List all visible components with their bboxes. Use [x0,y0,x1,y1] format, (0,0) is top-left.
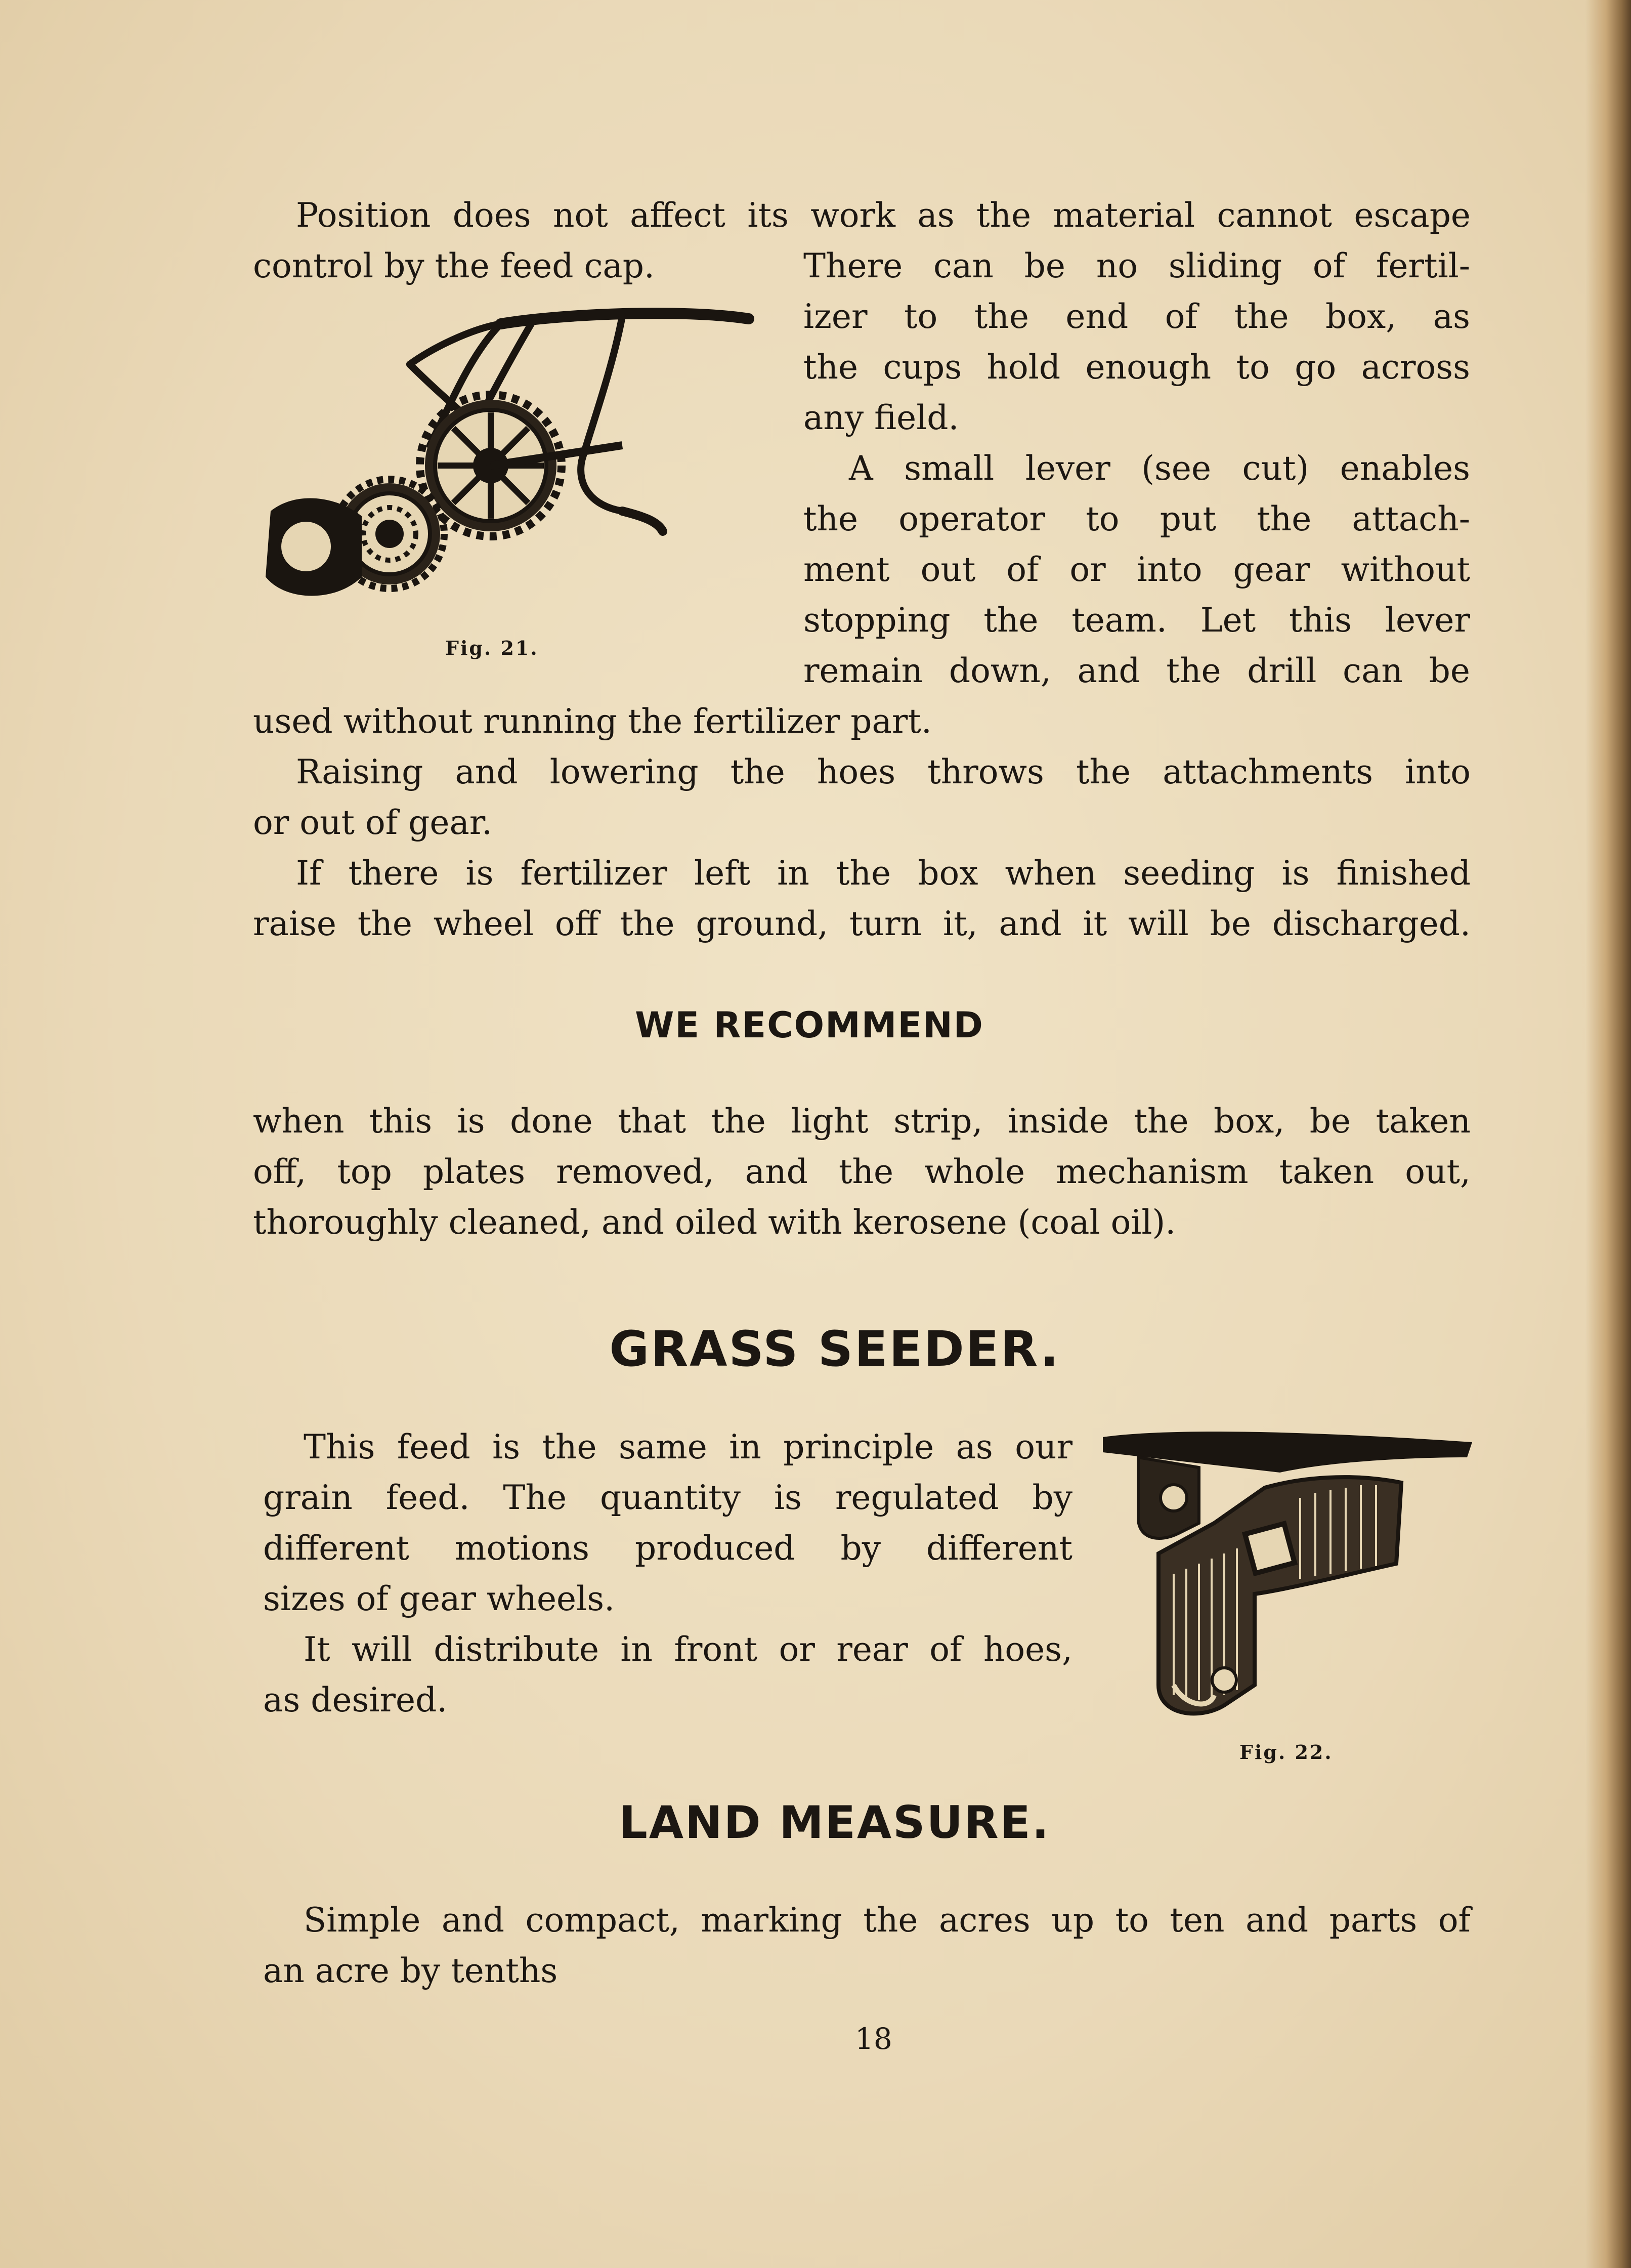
body-line: thoroughly cleaned, and oiled with kerosene (coal oil). [253,1203,1176,1242]
body-line: raise the wheel off the ground, turn it, and it will be discharged. [253,904,1471,943]
page-number: 18 [855,2022,892,2056]
land-measure-heading: LAND MEASURE. [619,1796,1051,1849]
body-line: ment out of or into gear without [803,550,1470,589]
grass-seeder-heading: GRASS SEEDER. [609,1321,1060,1377]
fig21-caption: Fig. 21. [445,637,539,659]
body-line: any field. [803,398,959,437]
body-line: A small lever (see cut) enables [849,449,1470,488]
body-line: Simple and compact, marking the acres up to ten and parts of [304,1901,1471,1940]
body-line: izer to the end of the box, as [803,297,1470,336]
body-line: grain feed. The quantity is regulated by [263,1478,1072,1517]
body-line: the cups hold enough to go across [803,348,1470,387]
body-line: This feed is the same in principle as our [304,1427,1072,1466]
body-line: when this is done that the light strip, inside the box, be taken [253,1102,1471,1141]
body-line: remain down, and the drill can be [803,651,1470,690]
body-line: There can be no sliding of fertil- [803,246,1470,285]
body-line: It will distribute in front or rear of hoes, [304,1630,1072,1669]
wrapped-text-column [803,241,1470,696]
body-line: different motions produced by different [263,1529,1072,1568]
page-edge-shadow [1585,0,1631,2268]
fig21-gear-mechanism-illustration [258,293,759,648]
fig22-grass-seed-feed-illustration [1098,1422,1477,1736]
fig22-caption: Fig. 22. [1239,1741,1333,1763]
body-line: stopping the team. Let this lever [803,601,1470,640]
body-line: sizes of gear wheels. [263,1579,615,1618]
body-line: or out of gear. [253,803,493,842]
hub-ring [266,498,362,596]
grass-seeder-text [263,1422,1072,1726]
body-line: the operator to put the attach- [803,499,1470,538]
body-line: control by the feed cap. [253,246,655,285]
body-line: an acre by tenths [263,1951,558,1990]
body-line: Raising and lowering the hoes throws the attachments into [296,752,1471,791]
body-line: as desired. [263,1681,448,1719]
body-line: used without running the fertilizer part. [253,702,932,741]
body-line: Position does not affect its work as the material cannot escape [296,196,1471,235]
we-recommend-heading: WE RECOMMEND [635,1004,984,1046]
body-line: off, top plates removed, and the whole mechanism taken out, [253,1152,1471,1191]
body-line: If there is fertilizer left in the box when seeding is finished [296,854,1471,893]
